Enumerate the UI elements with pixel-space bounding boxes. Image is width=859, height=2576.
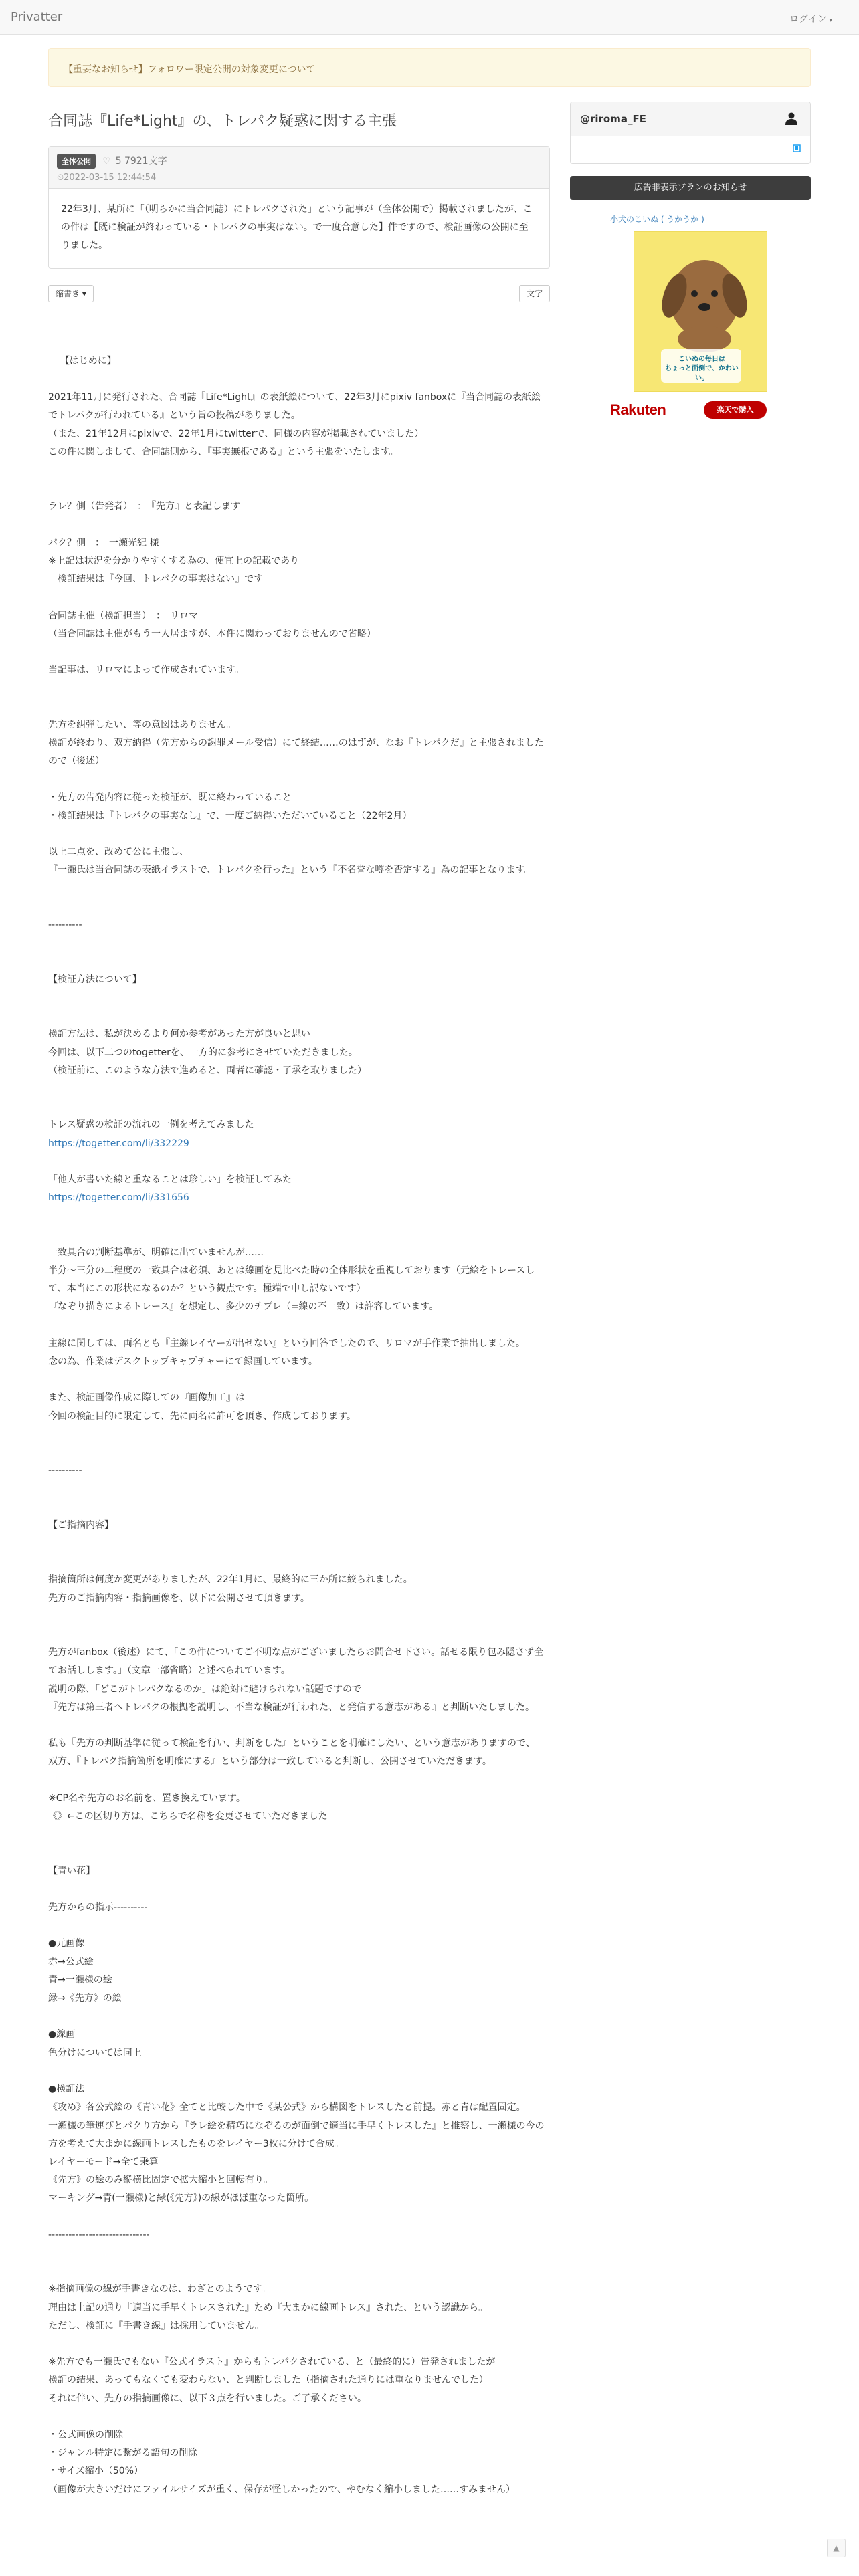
profile-panel: [570, 102, 811, 164]
buy-on-rakuten-button[interactable]: 楽天で購入: [704, 401, 767, 419]
arrow-up-icon: ▲: [833, 2543, 840, 2553]
body-part-3: 一致具合の判断基準が、明確に出ていませんが…… 半分～三分の二程度の一致具合は必須、あとは線画を見比べた時の全体形状を重視しております（元絵をトレースして、本当にこの形状になるのか？という観点です。極端で申し訳ないです） 『なぞり描きによるトレース』を想定し、多少のチブレ（=線の不一致）は許容しています。 主線に関しては、両名とも『主線レイヤーが出せない』という回答でしたので、リロマが手作業で抽出しました。 念の為、作業はデスクトップキャプチャーにて録画しています。 また、検証画像作成に際しての『画像加工』は 今回の検証目的に限定して、先に両名に許可を頂き、作成しております。 ---------- 【ご指摘内容】 指摘箇所は何度か変更がありましたが、22年1月に、最終的に三か所に絞られました。 先方のご指摘内容・指摘画像を、以下に公開させて頂きます。 先方がfanbox（後述）にて、「この件についてご不明な点がございましたらお問合せ下さい。話せる限り包み隠さず全てお話しします。」（文章一部省略）と述べられています。 説明の際、「どこがトレパクなるのか」は絶対に避けられない話題ですので 『先方は第三者へトレパクの根拠を説明し、不当な検証が行われた、と発信する意志がある』と判断いたしました。 私も『先方の判断基準に従って検証を行い、判断をした』ということを明確にしたい、という意志がありますので、 双方、『トレパク指摘箇所を明確にする』という部分は一致していると判断し、公開させていただきます。 ※CP名や先方のお名前を、置き換えています。 《》←この区切り方は、こちらで名称を変更させていただきました 【青い花】 先方からの指示---------- ●元画像 赤→公式絵 青→一瀬様の絵 緑→《先方》の絵 ●線画 色分けについては同上 ●検証法 《攻め》各公式絵の《青い花》全てと比較した中で《某公式》から構図をトレスしたと前提。赤と青は配置固定。 一瀬様の筆運びとパクり方から『ラレ絵を精巧になぞるのが面倒で適当に手早くトレスした』と推察し、一瀬様の今の方を考えて大まかに線画トレスしたものをレイヤー3枚に分けて合成。 レイヤーモード→全て乗算。 《先方》の絵のみ縦横比固定で拡大縮小と回転有り。 マーキング→青(一瀬様)と緑(《先方》)の線がほぼ重なった箇所。 ------------------------------ ※指摘画像の線が手書きなのは、わざとのようです。 理由は上記の通り『適当に手早くトレスされた』ため『大まかに線画トレス』された、という認識から。 ただし、検証に『手書き線』は採用していません。 ※先方でも一瀬氏でもない『公式イラスト』からもトレパクされている、と（最終的に）告発されましたが 検証の結果、あってもなくても変わらない、と判断しました（指摘された通りには重なりませんでした） それに伴い、先方の指摘画像に、以下３点を行いました。ご了承ください。 ・公式画像の削除 ・ジャンル特定に繋がる語句の削除 ・サイズ縮小（50%） （画像が大きいだけにファイルサイズが重く、保存が怪しかったので、やむなく縮小しました……すみません）: [48, 1247, 545, 2495]
important-notice-banner[interactable]: [48, 48, 811, 87]
scroll-to-top-button[interactable]: [827, 2539, 846, 2557]
login-dropdown[interactable]: [789, 12, 832, 25]
visibility-badge: 全体公開: [57, 154, 96, 169]
profile-header: [571, 102, 810, 136]
rakuten-logo[interactable]: Rakuten: [610, 401, 666, 418]
site-logo[interactable]: Privatter: [11, 10, 63, 24]
post-meta-header: [49, 147, 549, 189]
ad-free-plan-button[interactable]: 広告非表示プランのお知らせ: [570, 176, 811, 200]
body-part-1: 【はじめに】 2021年11月に発行された、合同誌『Life*Light』の表紙絵について、22年3月にpixiv fanboxに『当合同誌の表紙絵でトレパクが行われている』という旨の投稿がありました。 （また、21年12月にpixivで、22年1月にtwitterで、同様の内容が掲載されていました） この件に関しまして、合同誌側から、『事実無根である』という主張をいたします。 ラレ？側（告発者） ： 『先方』と表記します パク？側 ： 一瀬光紀 様 ※上記は状況を分かりやすくする為の、便宜上の記載であり 検証結果は『今回、トレパクの事実はない』です 合同誌主催（検証担当） ： リロマ （当合同誌は主催がもう一人居ますが、本件に関わっておりませんので省略） 当記事は、リロマによって作成されています。 先方を糾弾したい、等の意図はありません。 検証が終わり、双方納得（先方からの謝罪メール受信）にて終結……のはずが、なお『トレパクだ』と主張されましたので（後述） ・先方の告発内容に従った検証が、既に終わっていること ・検証結果は『トレパクの事実なし』で、一度ご納得いただいていること（22年2月） 以上二点を、改めて公に主張し、 『一瀬氏は当合同誌の表紙イラストで、トレパクを行った』という『不名誉な噂を否定する』為の記事となります。 ---------- 【検証方法について】 検証方法は、私が決めるより何か参考があった方が良いと思い 今回は、以下二つのtogetterを、一方的に参考にさせていただきました。 （検証前に、このような方法で進めると、両者に確認・了承を取りました） トレス疑惑の検証の流れの一例を考えてみました: [48, 355, 544, 1131]
post-meta-panel: [48, 146, 550, 269]
post-date: [57, 173, 541, 183]
book-cover-image[interactable]: [634, 231, 767, 392]
post-summary: 22年3月、某所に「（明らかに当合同誌）にトレパクされた」という記事が（全体公開で）掲載されましたが、この件は【既に検証が終わっている・トレパクの事実はない。で一度合意した】件ですので、検証画像の公開に至りました。: [61, 203, 533, 251]
twitter-icon[interactable]: [793, 144, 801, 155]
date-text: 2022-03-15 12:44:54: [64, 172, 157, 183]
main-content: [48, 94, 550, 2517]
chevron-down-icon: ▾: [82, 288, 86, 298]
clock-icon: ⏲: [57, 172, 64, 183]
reader-toolbar: [48, 285, 550, 305]
ad-book-title[interactable]: 小犬のこいぬ ( うかうか ): [610, 215, 704, 224]
book-cover-text: こいぬの毎日は ちょっと面倒で、かわいい。: [665, 356, 739, 382]
writing-mode-dropdown[interactable]: [48, 285, 94, 302]
author-username[interactable]: @riroma_FE: [580, 113, 646, 125]
heart-icon[interactable]: ♡: [102, 156, 111, 167]
user-icon[interactable]: [785, 112, 798, 128]
post-title: 合同誌『Life*Light』の、トレパク疑惑に関する主張: [48, 113, 397, 130]
togetter-link-2[interactable]: https://togetter.com/li/331656: [48, 1192, 189, 1204]
togetter-link-1[interactable]: https://togetter.com/li/332229: [48, 1138, 189, 1149]
post-body: [48, 334, 550, 2517]
rakuten-row: [570, 400, 811, 420]
sidebar: [570, 102, 811, 420]
profile-body: [571, 136, 810, 163]
body-part-2: 「他人が書いた線と重なることは珍しい」を検証してみた: [48, 1174, 292, 1185]
char-count: 7921文字: [124, 155, 167, 167]
font-size-button[interactable]: 文字: [519, 285, 550, 302]
notice-text[interactable]: 【重要なお知らせ】フォロワー限定公開の対象変更について: [64, 64, 316, 75]
chevron-down-icon: ▾: [829, 17, 832, 24]
login-label: ログイン: [789, 14, 827, 25]
navbar: [0, 0, 859, 35]
writing-mode-label: 縮書き: [56, 288, 80, 298]
like-count: 5: [115, 155, 122, 167]
